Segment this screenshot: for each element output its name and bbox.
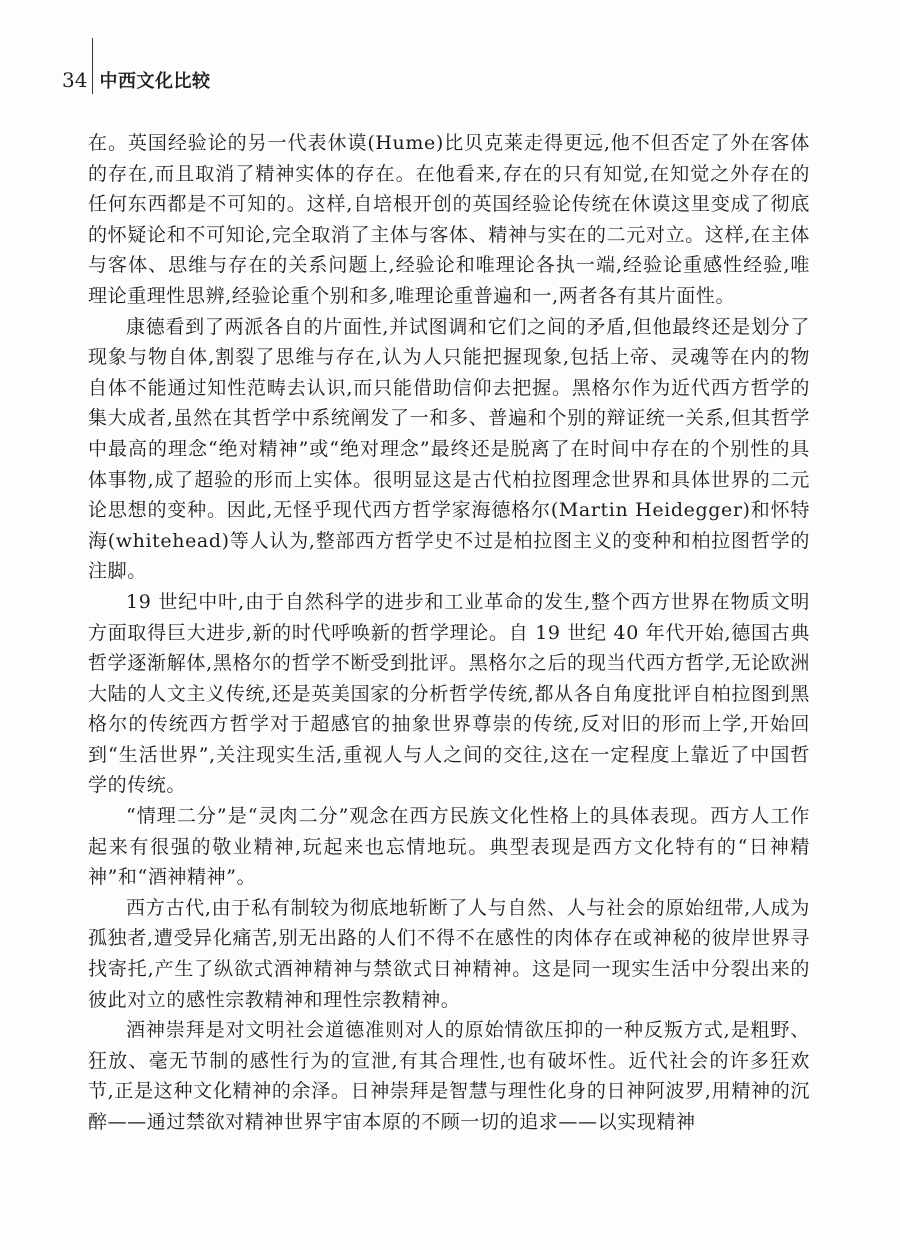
running-title: 中西文化比较 [99,71,211,92]
page-number: 34 [62,68,88,92]
paragraph: “情理二分”是“灵肉二分”观念在西方民族文化性格上的具体表现。西方人工作起来有很强的敬业精神,玩起来也忘情地玩。典型表现是西方文化特有的“日神精神”和“酒神精神”。 [88,805,810,889]
paragraph: 西方古代,由于私有制较为彻底地斩断了人与自然、人与社会的原始纽带,人成为孤独者,遭受异化痛苦,别无出路的人们不得不在感性的肉体存在或神秘的彼岸世界寻找寄托,产生了纵欲式酒神精神与禁欲式日神精神。这是同一现实生活中分裂出来的彼此对立的感性宗教精神和理性宗教精神。 [88,896,810,1011]
paragraph: 酒神崇拜是对文明社会道德准则对人的原始情欲压抑的一种反叛方式,是粗野、狂放、毫无节制的感性行为的宣泄,有其合理性,也有破坏性。近代社会的许多狂欢节,正是这种文化精神的余泽。日神崇拜是智慧与理性化身的日神阿波罗,用精神的沉醉——通过禁欲对精神世界宇宙本原的不顾一切的追求——以实现精神 [88,1019,810,1133]
paragraph: 在。英国经验论的另一代表休谟(Hume)比贝克莱走得更远,他不但否定了外在客体的存在,而且取消了精神实体的存在。在他看来,存在的只有知觉,在知觉之外存在的任何东西都是不可知的。这样,自培根开创的英国经验论传统在休谟这里变成了彻底的怀疑论和不可知论,完全取消了主体与客体、精神与实在的二元对立。这样,在主体与客体、思维与存在的关系问题上,经验论和唯理论各执一端,经验论重感性经验,唯理论重理性思辨,经验论重个别和多,唯理论重普遍和一,两者各有其片面性。 [88,132,810,307]
paragraph: 19 世纪中叶,由于自然科学的进步和工业革命的发生,整个西方世界在物质文明方面取得巨大进步,新的时代呼唤新的哲学理论。自 19 世纪 40 年代开始,德国古典哲学逐渐解体,黑格尔的哲学不断受到批评。黑格尔之后的现当代西方哲学,无论欧洲大陆的人文主义传统,还是英美国家的分析哲学传统,都从各自角度批评自柏拉图到黑格尔的传统西方哲学对于超感官的抽象世界尊崇的传统,反对旧的形而上学,开始回到“生活世界”,关注现实生活,重视人与人之间的交往,这在一定程度上靠近了中国哲学的传统。 [88,590,810,797]
header-divider [92,38,93,94]
paragraph: 康德看到了两派各自的片面性,并试图调和它们之间的矛盾,但他最终还是划分了现象与物自体,割裂了思维与存在,认为人只能把握现象,包括上帝、灵魂等在内的物自体不能通过知性范畴去认识,而只能借助信仰去把握。黑格尔作为近代西方哲学的集大成者,虽然在其哲学中系统阐发了一和多、普遍和个别的辩证统一关系,但其哲学中最高的理念“绝对精神”或“绝对理念”最终还是脱离了在时间中存在的个别性的具体事物,成了超验的形而上实体。很明显这是古代柏拉图理念世界和具体世界的二元论思想的变种。因此,无怪乎现代西方哲学家海德格尔(Martin Heidegger)和怀特海(whitehead)等人认为,整部西方哲学史不过是柏拉图主义的变种和柏拉图哲学的注脚。 [88,315,810,583]
body-text [88,128,810,1138]
page-header [62,60,210,100]
